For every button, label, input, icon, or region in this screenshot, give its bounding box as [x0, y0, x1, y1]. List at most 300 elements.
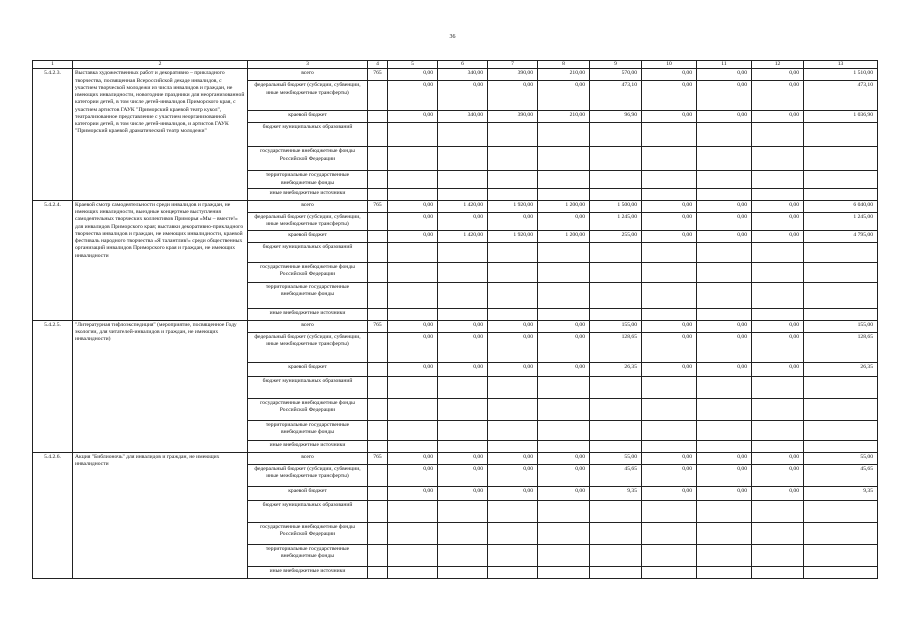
- header-cell: 12: [752, 61, 804, 69]
- amount-cell: [642, 544, 697, 566]
- amount-cell: [388, 420, 438, 440]
- funding-source: федеральный бюджет (субсидии, субвенции, иные межбюджетные трансферты): [248, 212, 368, 230]
- amount-cell: 0,00: [752, 320, 804, 332]
- amount-cell: 0,00: [388, 320, 438, 332]
- grbs-empty: [368, 282, 388, 308]
- amount-cell: 0,00: [642, 69, 697, 81]
- grbs-empty: [368, 308, 388, 320]
- amount-cell: [388, 262, 438, 282]
- amount-cell: 0,00: [642, 486, 697, 500]
- header-cell: 5: [388, 61, 438, 69]
- amount-cell: [642, 376, 697, 398]
- amount-cell: 1 920,00: [488, 230, 538, 242]
- amount-cell: [642, 123, 697, 147]
- amount-cell: [590, 566, 642, 578]
- item-description: Выставка художественных работ и декоративно – прикладного творчества, посвященная Всероссийской декаде инвалидов, с участием творческой молодежи из числа инвалидов и граждан, не имеющих инвалидности, новогодние праздники для неорганизованной категории детей, в том числе детей-инвалидов Приморского края, с участием артистов ГАУК "Приморский краевой театр кукол", театрализованное представление с участием неорганизованной категории детей, в том числе детей-инвалидов, и артистов ГАУК "Приморский краевой драматический театр молодежи": [73, 69, 248, 201]
- amount-cell: 0,00: [388, 230, 438, 242]
- amount-cell: 0,00: [752, 212, 804, 230]
- amount-cell: [488, 147, 538, 171]
- amount-cell: 0,00: [697, 200, 752, 212]
- amount-cell: [697, 123, 752, 147]
- amount-cell: 4 795,00: [804, 230, 878, 242]
- amount-cell: [488, 242, 538, 262]
- amount-cell: [752, 308, 804, 320]
- funding-source: всего: [248, 452, 368, 464]
- amount-cell: [388, 500, 438, 522]
- amount-cell: 1 036,90: [804, 111, 878, 123]
- amount-cell: 0,00: [642, 452, 697, 464]
- table-row: [33, 320, 878, 332]
- grbs-empty: [368, 81, 388, 111]
- amount-cell: [488, 188, 538, 200]
- amount-cell: [388, 566, 438, 578]
- amount-cell: 0,00: [438, 212, 488, 230]
- amount-cell: 0,00: [388, 464, 438, 486]
- amount-cell: [438, 123, 488, 147]
- amount-cell: [697, 147, 752, 171]
- amount-cell: 9,35: [590, 486, 642, 500]
- amount-cell: [488, 522, 538, 544]
- amount-cell: [538, 376, 590, 398]
- grbs-empty: [368, 123, 388, 147]
- amount-cell: 0,00: [697, 69, 752, 81]
- amount-cell: [752, 262, 804, 282]
- table-row: [33, 452, 878, 464]
- amount-cell: 210,00: [538, 111, 590, 123]
- amount-cell: 0,00: [642, 320, 697, 332]
- amount-cell: 0,00: [538, 362, 590, 376]
- amount-cell: [488, 500, 538, 522]
- amount-cell: 0,00: [697, 486, 752, 500]
- amount-cell: [538, 123, 590, 147]
- amount-cell: 0,00: [488, 320, 538, 332]
- amount-cell: 0,00: [697, 111, 752, 123]
- amount-cell: 1 500,00: [590, 200, 642, 212]
- amount-cell: [538, 398, 590, 420]
- amount-cell: [752, 398, 804, 420]
- amount-cell: [752, 440, 804, 452]
- funding-source: бюджет муниципальных образований: [248, 500, 368, 522]
- funding-source: территориальные государственные внебюджетные фонды: [248, 171, 368, 189]
- amount-cell: 0,00: [388, 111, 438, 123]
- funding-source: иные внебюджетные источники: [248, 308, 368, 320]
- amount-cell: 0,00: [438, 332, 488, 362]
- amount-cell: [804, 544, 878, 566]
- amount-cell: [388, 242, 438, 262]
- amount-cell: [438, 308, 488, 320]
- amount-cell: [697, 376, 752, 398]
- amount-cell: [697, 188, 752, 200]
- amount-cell: 0,00: [642, 332, 697, 362]
- amount-cell: [538, 282, 590, 308]
- header-cell: 2: [73, 61, 248, 69]
- item-description: Краевой смотр самодеятельности среди инвалидов и граждан, не имеющих инвалидности, выездные концертные выступления самодеятельных творческих коллективов Приморья «Мы – вместе!» для инвалидов Приморского края; выставки декоративно-прикладного творчества инвалидов и граждан, не имеющих инвалидности, краевой фестиваль народного творчества «Я талантлив!» среди общественных организаций инвалидов Приморского края и граждан, не имеющих инвалидности: [73, 200, 248, 320]
- header-cell: 10: [642, 61, 697, 69]
- amount-cell: 0,00: [642, 212, 697, 230]
- amount-cell: [642, 440, 697, 452]
- amount-cell: [642, 522, 697, 544]
- amount-cell: [388, 308, 438, 320]
- amount-cell: 1 200,00: [538, 200, 590, 212]
- amount-cell: 0,00: [697, 81, 752, 111]
- amount-cell: 0,00: [697, 464, 752, 486]
- amount-cell: [388, 123, 438, 147]
- amount-cell: [590, 500, 642, 522]
- grbs-empty: [368, 440, 388, 452]
- funding-source: бюджет муниципальных образований: [248, 242, 368, 262]
- grbs-empty: [368, 262, 388, 282]
- amount-cell: 96,90: [590, 111, 642, 123]
- funding-source: всего: [248, 200, 368, 212]
- amount-cell: [538, 522, 590, 544]
- amount-cell: 45,65: [804, 464, 878, 486]
- grbs-code: 765: [368, 452, 388, 464]
- amount-cell: [388, 376, 438, 398]
- amount-cell: [752, 147, 804, 171]
- amount-cell: 0,00: [388, 486, 438, 500]
- funding-source: федеральный бюджет (субсидии, субвенции, иные межбюджетные трансферты): [248, 464, 368, 486]
- amount-cell: 1 420,00: [438, 200, 488, 212]
- amount-cell: [697, 262, 752, 282]
- funding-source: государственные внебюджетные фонды Российской Федерации: [248, 522, 368, 544]
- amount-cell: 0,00: [697, 320, 752, 332]
- amount-cell: 473,10: [804, 81, 878, 111]
- amount-cell: [590, 242, 642, 262]
- grbs-empty: [368, 464, 388, 486]
- funding-source: иные внебюджетные источники: [248, 188, 368, 200]
- amount-cell: 1 510,00: [804, 69, 878, 81]
- amount-cell: [538, 420, 590, 440]
- amount-cell: 0,00: [388, 452, 438, 464]
- amount-cell: [388, 147, 438, 171]
- amount-cell: 55,00: [590, 452, 642, 464]
- amount-cell: [590, 282, 642, 308]
- amount-cell: 0,00: [438, 486, 488, 500]
- amount-cell: [752, 566, 804, 578]
- amount-cell: [642, 188, 697, 200]
- funding-source: иные внебюджетные источники: [248, 566, 368, 578]
- amount-cell: 55,00: [804, 452, 878, 464]
- amount-cell: [488, 544, 538, 566]
- amount-cell: [488, 440, 538, 452]
- funding-source: всего: [248, 69, 368, 81]
- amount-cell: [438, 282, 488, 308]
- amount-cell: [488, 123, 538, 147]
- amount-cell: [804, 123, 878, 147]
- amount-cell: [697, 544, 752, 566]
- amount-cell: [488, 262, 538, 282]
- header-cell: 4: [368, 61, 388, 69]
- amount-cell: [388, 544, 438, 566]
- amount-cell: [642, 242, 697, 262]
- amount-cell: [697, 440, 752, 452]
- amount-cell: 0,00: [388, 81, 438, 111]
- amount-cell: [804, 147, 878, 171]
- amount-cell: [388, 282, 438, 308]
- header-cell: 13: [804, 61, 878, 69]
- amount-cell: [538, 171, 590, 189]
- funding-source: территориальные государственные внебюджетные фонды: [248, 544, 368, 566]
- amount-cell: 0,00: [388, 69, 438, 81]
- amount-cell: [590, 376, 642, 398]
- amount-cell: 210,00: [538, 69, 590, 81]
- amount-cell: 0,00: [488, 452, 538, 464]
- amount-cell: [697, 242, 752, 262]
- amount-cell: [752, 123, 804, 147]
- amount-cell: [388, 398, 438, 420]
- header-cell: 8: [538, 61, 590, 69]
- amount-cell: 6 040,00: [804, 200, 878, 212]
- amount-cell: [752, 544, 804, 566]
- amount-cell: 0,00: [488, 212, 538, 230]
- amount-cell: [590, 522, 642, 544]
- amount-cell: 0,00: [752, 200, 804, 212]
- amount-cell: [388, 522, 438, 544]
- grbs-empty: [368, 544, 388, 566]
- amount-cell: 0,00: [538, 486, 590, 500]
- amount-cell: 0,00: [488, 332, 538, 362]
- amount-cell: [752, 522, 804, 544]
- item-code: 5.4.2.4.: [33, 200, 73, 320]
- funding-source: территориальные государственные внебюджетные фонды: [248, 420, 368, 440]
- amount-cell: 0,00: [538, 464, 590, 486]
- amount-cell: 0,00: [488, 486, 538, 500]
- amount-cell: [388, 188, 438, 200]
- amount-cell: [538, 544, 590, 566]
- funding-source: краевой бюджет: [248, 230, 368, 242]
- grbs-code: 765: [368, 69, 388, 81]
- amount-cell: [697, 171, 752, 189]
- grbs-empty: [368, 398, 388, 420]
- funding-source: федеральный бюджет (субсидии, субвенции, иные межбюджетные трансферты): [248, 81, 368, 111]
- amount-cell: [438, 544, 488, 566]
- grbs-empty: [368, 188, 388, 200]
- amount-cell: [438, 171, 488, 189]
- amount-cell: 0,00: [697, 212, 752, 230]
- amount-cell: 0,00: [388, 212, 438, 230]
- funding-source: федеральный бюджет (субсидии, субвенции, иные межбюджетные трансферты): [248, 332, 368, 362]
- amount-cell: 0,00: [388, 332, 438, 362]
- amount-cell: [488, 171, 538, 189]
- amount-cell: [488, 420, 538, 440]
- amount-cell: [438, 566, 488, 578]
- amount-cell: [804, 420, 878, 440]
- item-description: "Литературная тифлоэкспедиция" (мероприятие, посвященное Году экологии, для читателей-инвалидов и граждан, не имеющих инвалидности): [73, 320, 248, 452]
- amount-cell: 0,00: [642, 81, 697, 111]
- amount-cell: 0,00: [438, 452, 488, 464]
- amount-cell: [752, 282, 804, 308]
- amount-cell: [590, 147, 642, 171]
- funding-source: бюджет муниципальных образований: [248, 376, 368, 398]
- amount-cell: 0,00: [642, 362, 697, 376]
- amount-cell: [697, 420, 752, 440]
- grbs-empty: [368, 420, 388, 440]
- grbs-empty: [368, 566, 388, 578]
- grbs-empty: [368, 486, 388, 500]
- amount-cell: 0,00: [752, 464, 804, 486]
- amount-cell: 0,00: [697, 452, 752, 464]
- amount-cell: [538, 242, 590, 262]
- amount-cell: [388, 440, 438, 452]
- grbs-empty: [368, 171, 388, 189]
- amount-cell: [438, 376, 488, 398]
- funding-source: государственные внебюджетные фонды Российской Федерации: [248, 398, 368, 420]
- amount-cell: 0,00: [752, 332, 804, 362]
- amount-cell: [697, 282, 752, 308]
- amount-cell: 0,00: [438, 464, 488, 486]
- amount-cell: [438, 188, 488, 200]
- amount-cell: [590, 123, 642, 147]
- amount-cell: [697, 308, 752, 320]
- amount-cell: 0,00: [697, 362, 752, 376]
- amount-cell: [438, 500, 488, 522]
- funding-source: всего: [248, 320, 368, 332]
- amount-cell: 570,00: [590, 69, 642, 81]
- amount-cell: 0,00: [642, 111, 697, 123]
- grbs-empty: [368, 500, 388, 522]
- amount-cell: 0,00: [538, 452, 590, 464]
- amount-cell: [697, 398, 752, 420]
- amount-cell: [590, 420, 642, 440]
- amount-cell: [804, 262, 878, 282]
- grbs-empty: [368, 242, 388, 262]
- amount-cell: [642, 566, 697, 578]
- item-description: Акция "Библионочь" для инвалидов и граждан, не имеющих инвалидности: [73, 452, 248, 578]
- amount-cell: [488, 376, 538, 398]
- grbs-empty: [368, 376, 388, 398]
- amount-cell: [752, 376, 804, 398]
- amount-cell: 26,35: [804, 362, 878, 376]
- amount-cell: [752, 242, 804, 262]
- amount-cell: 0,00: [752, 230, 804, 242]
- amount-cell: [538, 566, 590, 578]
- amount-cell: [488, 308, 538, 320]
- amount-cell: 1 245,00: [590, 212, 642, 230]
- item-code: 5.4.2.3.: [33, 69, 73, 201]
- amount-cell: [804, 398, 878, 420]
- grbs-empty: [368, 332, 388, 362]
- amount-cell: [538, 500, 590, 522]
- amount-cell: [590, 171, 642, 189]
- amount-cell: [752, 188, 804, 200]
- table-row: [33, 69, 878, 81]
- grbs-code: 765: [368, 200, 388, 212]
- amount-cell: 340,00: [438, 69, 488, 81]
- amount-cell: [642, 147, 697, 171]
- amount-cell: [438, 147, 488, 171]
- amount-cell: [697, 566, 752, 578]
- amount-cell: [804, 308, 878, 320]
- amount-cell: [804, 522, 878, 544]
- amount-cell: [642, 282, 697, 308]
- amount-cell: 26,35: [590, 362, 642, 376]
- amount-cell: 390,00: [488, 111, 538, 123]
- funding-source: бюджет муниципальных образований: [248, 123, 368, 147]
- amount-cell: [642, 171, 697, 189]
- amount-cell: [804, 188, 878, 200]
- amount-cell: [590, 188, 642, 200]
- amount-cell: [752, 171, 804, 189]
- funding-source: иные внебюджетные источники: [248, 440, 368, 452]
- amount-cell: [488, 282, 538, 308]
- header-cell: 11: [697, 61, 752, 69]
- amount-cell: 0,00: [388, 200, 438, 212]
- amount-cell: 9,35: [804, 486, 878, 500]
- page-number: 36: [449, 34, 456, 40]
- header-cell: 9: [590, 61, 642, 69]
- amount-cell: 0,00: [538, 320, 590, 332]
- amount-cell: 0,00: [538, 81, 590, 111]
- amount-cell: 0,00: [752, 362, 804, 376]
- amount-cell: 473,10: [590, 81, 642, 111]
- grbs-empty: [368, 362, 388, 376]
- amount-cell: [590, 398, 642, 420]
- amount-cell: 1 245,00: [804, 212, 878, 230]
- amount-cell: [752, 500, 804, 522]
- header-row: [33, 61, 878, 69]
- amount-cell: 155,00: [804, 320, 878, 332]
- amount-cell: [438, 398, 488, 420]
- amount-cell: 0,00: [697, 332, 752, 362]
- amount-cell: 0,00: [438, 362, 488, 376]
- amount-cell: 390,00: [488, 69, 538, 81]
- amount-cell: 0,00: [488, 362, 538, 376]
- funding-source: краевой бюджет: [248, 486, 368, 500]
- amount-cell: 255,00: [590, 230, 642, 242]
- amount-cell: 0,00: [752, 111, 804, 123]
- amount-cell: 0,00: [538, 212, 590, 230]
- amount-cell: [642, 308, 697, 320]
- amount-cell: [804, 171, 878, 189]
- amount-cell: [642, 262, 697, 282]
- amount-cell: 0,00: [642, 200, 697, 212]
- amount-cell: 128,65: [804, 332, 878, 362]
- amount-cell: [538, 188, 590, 200]
- amount-cell: [642, 420, 697, 440]
- amount-cell: [804, 566, 878, 578]
- amount-cell: [438, 522, 488, 544]
- table-body: [33, 61, 878, 579]
- amount-cell: 0,00: [538, 332, 590, 362]
- amount-cell: 1 200,00: [538, 230, 590, 242]
- amount-cell: 1 920,00: [488, 200, 538, 212]
- funding-source: государственные внебюджетные фонды Российской Федерации: [248, 147, 368, 171]
- amount-cell: [438, 420, 488, 440]
- amount-cell: [642, 500, 697, 522]
- amount-cell: [590, 308, 642, 320]
- amount-cell: [697, 500, 752, 522]
- grbs-empty: [368, 230, 388, 242]
- amount-cell: [388, 171, 438, 189]
- amount-cell: 0,00: [438, 81, 488, 111]
- grbs-code: 765: [368, 320, 388, 332]
- amount-cell: [438, 262, 488, 282]
- amount-cell: [538, 440, 590, 452]
- amount-cell: [438, 242, 488, 262]
- amount-cell: [804, 376, 878, 398]
- amount-cell: [590, 440, 642, 452]
- grbs-empty: [368, 111, 388, 123]
- funding-source: государственные внебюджетные фонды Российской Федерации: [248, 262, 368, 282]
- amount-cell: 0,00: [488, 464, 538, 486]
- amount-cell: [590, 262, 642, 282]
- header-cell: 3: [248, 61, 368, 69]
- header-cell: 6: [438, 61, 488, 69]
- amount-cell: 0,00: [752, 81, 804, 111]
- amount-cell: 155,00: [590, 320, 642, 332]
- amount-cell: [488, 398, 538, 420]
- amount-cell: 1 420,00: [438, 230, 488, 242]
